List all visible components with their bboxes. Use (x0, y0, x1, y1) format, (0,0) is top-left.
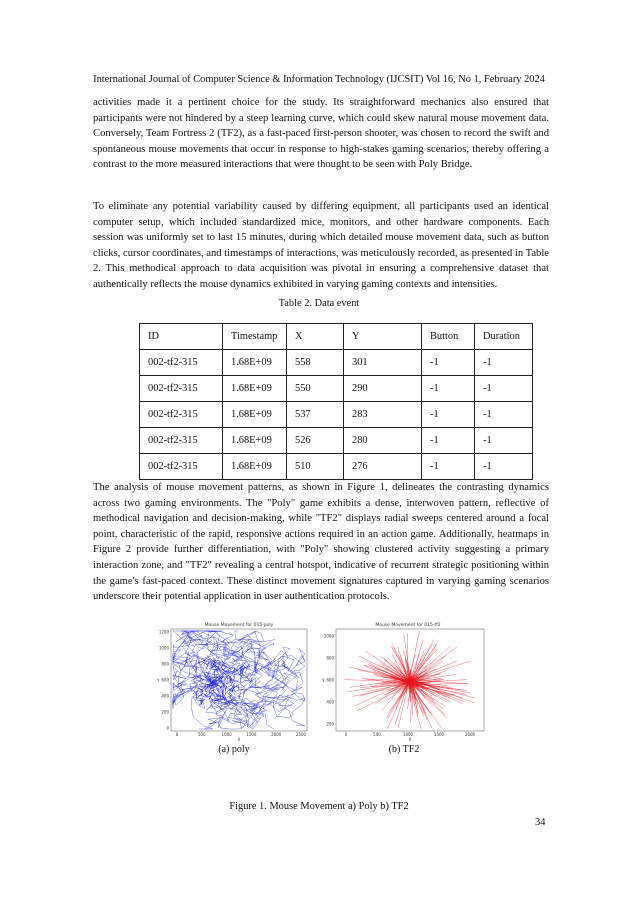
tick-label: 1000 (158, 645, 169, 651)
tick-label: 2500 (295, 732, 307, 737)
cell-duration: -1 (475, 428, 533, 454)
poly-plot-title: Mouse Movement for 015-poly (204, 623, 274, 628)
tick-label: 0 (166, 725, 169, 731)
tick-label: 500 (373, 732, 381, 737)
tick-label: 200 (161, 709, 169, 715)
tick-label: 2000 (271, 732, 282, 737)
cell-timestamp: 1.68E+09 (223, 454, 287, 480)
tick-label: 600 (326, 677, 334, 683)
header-id: ID (140, 324, 223, 350)
paragraph-1: activities made it a pertinent choice for the study. Its straightforward mechanics also ensured that participants were not hindered by a steep learning curve, which could skew natural mouse movement data. Conversely, Team Fortress 2 (TF2), as a fast-paced first-person shooter, was chosen to record the swift and spontaneous mouse movements that occur in response to high-stakes gaming scenarios, thereby offering a contrast to the more measured interactions that were thought to be seen with Poly Bridge. (93, 97, 549, 171)
tick-label: 1500 (246, 732, 257, 737)
cell-timestamp: 1.68E+09 (223, 350, 287, 376)
cell-duration: -1 (475, 454, 533, 480)
tick-label: 1000 (221, 732, 232, 737)
tf2-movement-plot (318, 620, 490, 742)
tick-label: 1000 (402, 732, 414, 737)
cell-x: 558 (287, 350, 344, 376)
poly-y-axis-label: Y (157, 678, 160, 683)
cell-id: 002-tf2-315 (140, 454, 223, 480)
cell-y: 301 (344, 350, 422, 376)
cell-button: -1 (422, 402, 475, 428)
cell-x: 510 (287, 454, 344, 480)
tick-label: 2000 (464, 732, 476, 737)
cell-duration: -1 (475, 376, 533, 402)
tick-label: 400 (326, 699, 334, 705)
subfigure-label-poly: (a) poly (218, 744, 250, 755)
cell-x: 537 (287, 402, 344, 428)
tick-label: 1200 (158, 629, 169, 635)
page-number: 34 (535, 817, 546, 828)
cell-button: -1 (422, 454, 475, 480)
tick-label: 0 (344, 732, 348, 737)
cell-duration: -1 (475, 350, 533, 376)
tick-label: 800 (326, 655, 334, 661)
cell-id: 002-tf2-315 (140, 350, 223, 376)
subfigure-poly (151, 620, 317, 760)
cell-y: 280 (344, 428, 422, 454)
tick-label: 600 (161, 677, 169, 683)
header-duration: Duration (475, 324, 533, 350)
subfigure-tf2 (318, 620, 490, 760)
tick-label: 200 (326, 721, 334, 727)
table-row (140, 350, 533, 376)
table-row (140, 454, 533, 480)
paragraph-2: To eliminate any potential variability caused by differing equipment, all participants used an identical computer setup, which included standardized mice, monitors, and other hardware components. Each session was uniformly set to last 15 minutes, during which detailed mouse movement data, such as button clicks, cursor coordinates, and timestamps of interactions, was meticulously recorded, as presented in Table 2. This methodical approach to data acquisition was pivotal in ensuring a comprehensive dataset that authentically reflects the mouse dynamics exhibited in varying gaming contexts and intensities. (93, 201, 549, 290)
cell-y: 290 (344, 376, 422, 402)
cell-timestamp: 1.68E+09 (223, 376, 287, 402)
tick-label: 1500 (433, 732, 445, 737)
cell-x: 526 (287, 428, 344, 454)
cell-x: 550 (287, 376, 344, 402)
tf2-x-axis-label: X (408, 737, 412, 742)
journal-header: International Journal of Computer Science & Information Technology (IJCSIT) Vol 16, No 1, February 2024 (93, 74, 545, 85)
data-event-table (139, 323, 533, 480)
cell-timestamp: 1.68E+09 (223, 402, 287, 428)
cell-y: 276 (344, 454, 422, 480)
tf2-plot-title: Mouse Movement for 015-tf2 (375, 623, 441, 628)
cell-duration: -1 (475, 402, 533, 428)
tf2-y-axis-label: Y (322, 678, 325, 683)
tick-label: 1000 (323, 633, 334, 639)
poly-movement-plot (151, 620, 317, 742)
table-row (140, 402, 533, 428)
tick-label: 500 (197, 732, 206, 737)
table-row (140, 428, 533, 454)
cell-button: -1 (422, 428, 475, 454)
tick-label: 800 (161, 661, 169, 667)
cell-y: 283 (344, 402, 422, 428)
header-y: Y (344, 324, 422, 350)
cell-id: 002-tf2-315 (140, 402, 223, 428)
cell-button: -1 (422, 350, 475, 376)
cell-id: 002-tf2-315 (140, 376, 223, 402)
header-timestamp: Timestamp (223, 324, 287, 350)
subfigure-label-tf2: (b) TF2 (388, 744, 420, 755)
cell-id: 002-tf2-315 (140, 428, 223, 454)
cell-timestamp: 1.68E+09 (223, 428, 287, 454)
table-caption: Table 2. Data event (278, 298, 360, 309)
tick-label: 400 (161, 693, 169, 699)
table-row (140, 376, 533, 402)
figure-1 (0, 620, 638, 760)
tick-label: 0 (175, 732, 179, 737)
table-header-row (140, 324, 533, 350)
cell-button: -1 (422, 376, 475, 402)
figure-caption: Figure 1. Mouse Movement a) Poly b) TF2 (229, 801, 409, 812)
poly-x-axis-label: X (237, 737, 241, 742)
header-button: Button (422, 324, 475, 350)
header-x: X (287, 324, 344, 350)
paragraph-3: The analysis of mouse movement patterns, as shown in Figure 1, delineates the contrasting dynamics across two gaming environments. The "Poly" game exhibits a dense, interwoven pattern, reflective of methodical navigation and decision-making, while "TF2" displays radial sweeps centered around a focal point, characteristic of the rapid, responsive actions required in an action game. Additionally, heatmaps in Figure 2 provide further differentiation, with "Poly" showing clustered activity suggesting a primary interaction zone, and "TF2" revealing a central hotspot, indicative of recurrent strategic positioning within the game's fast-paced context. These distinct movement signatures captured in varying gaming scenarios underscore their potential application in user authentication protocols. (93, 482, 549, 603)
